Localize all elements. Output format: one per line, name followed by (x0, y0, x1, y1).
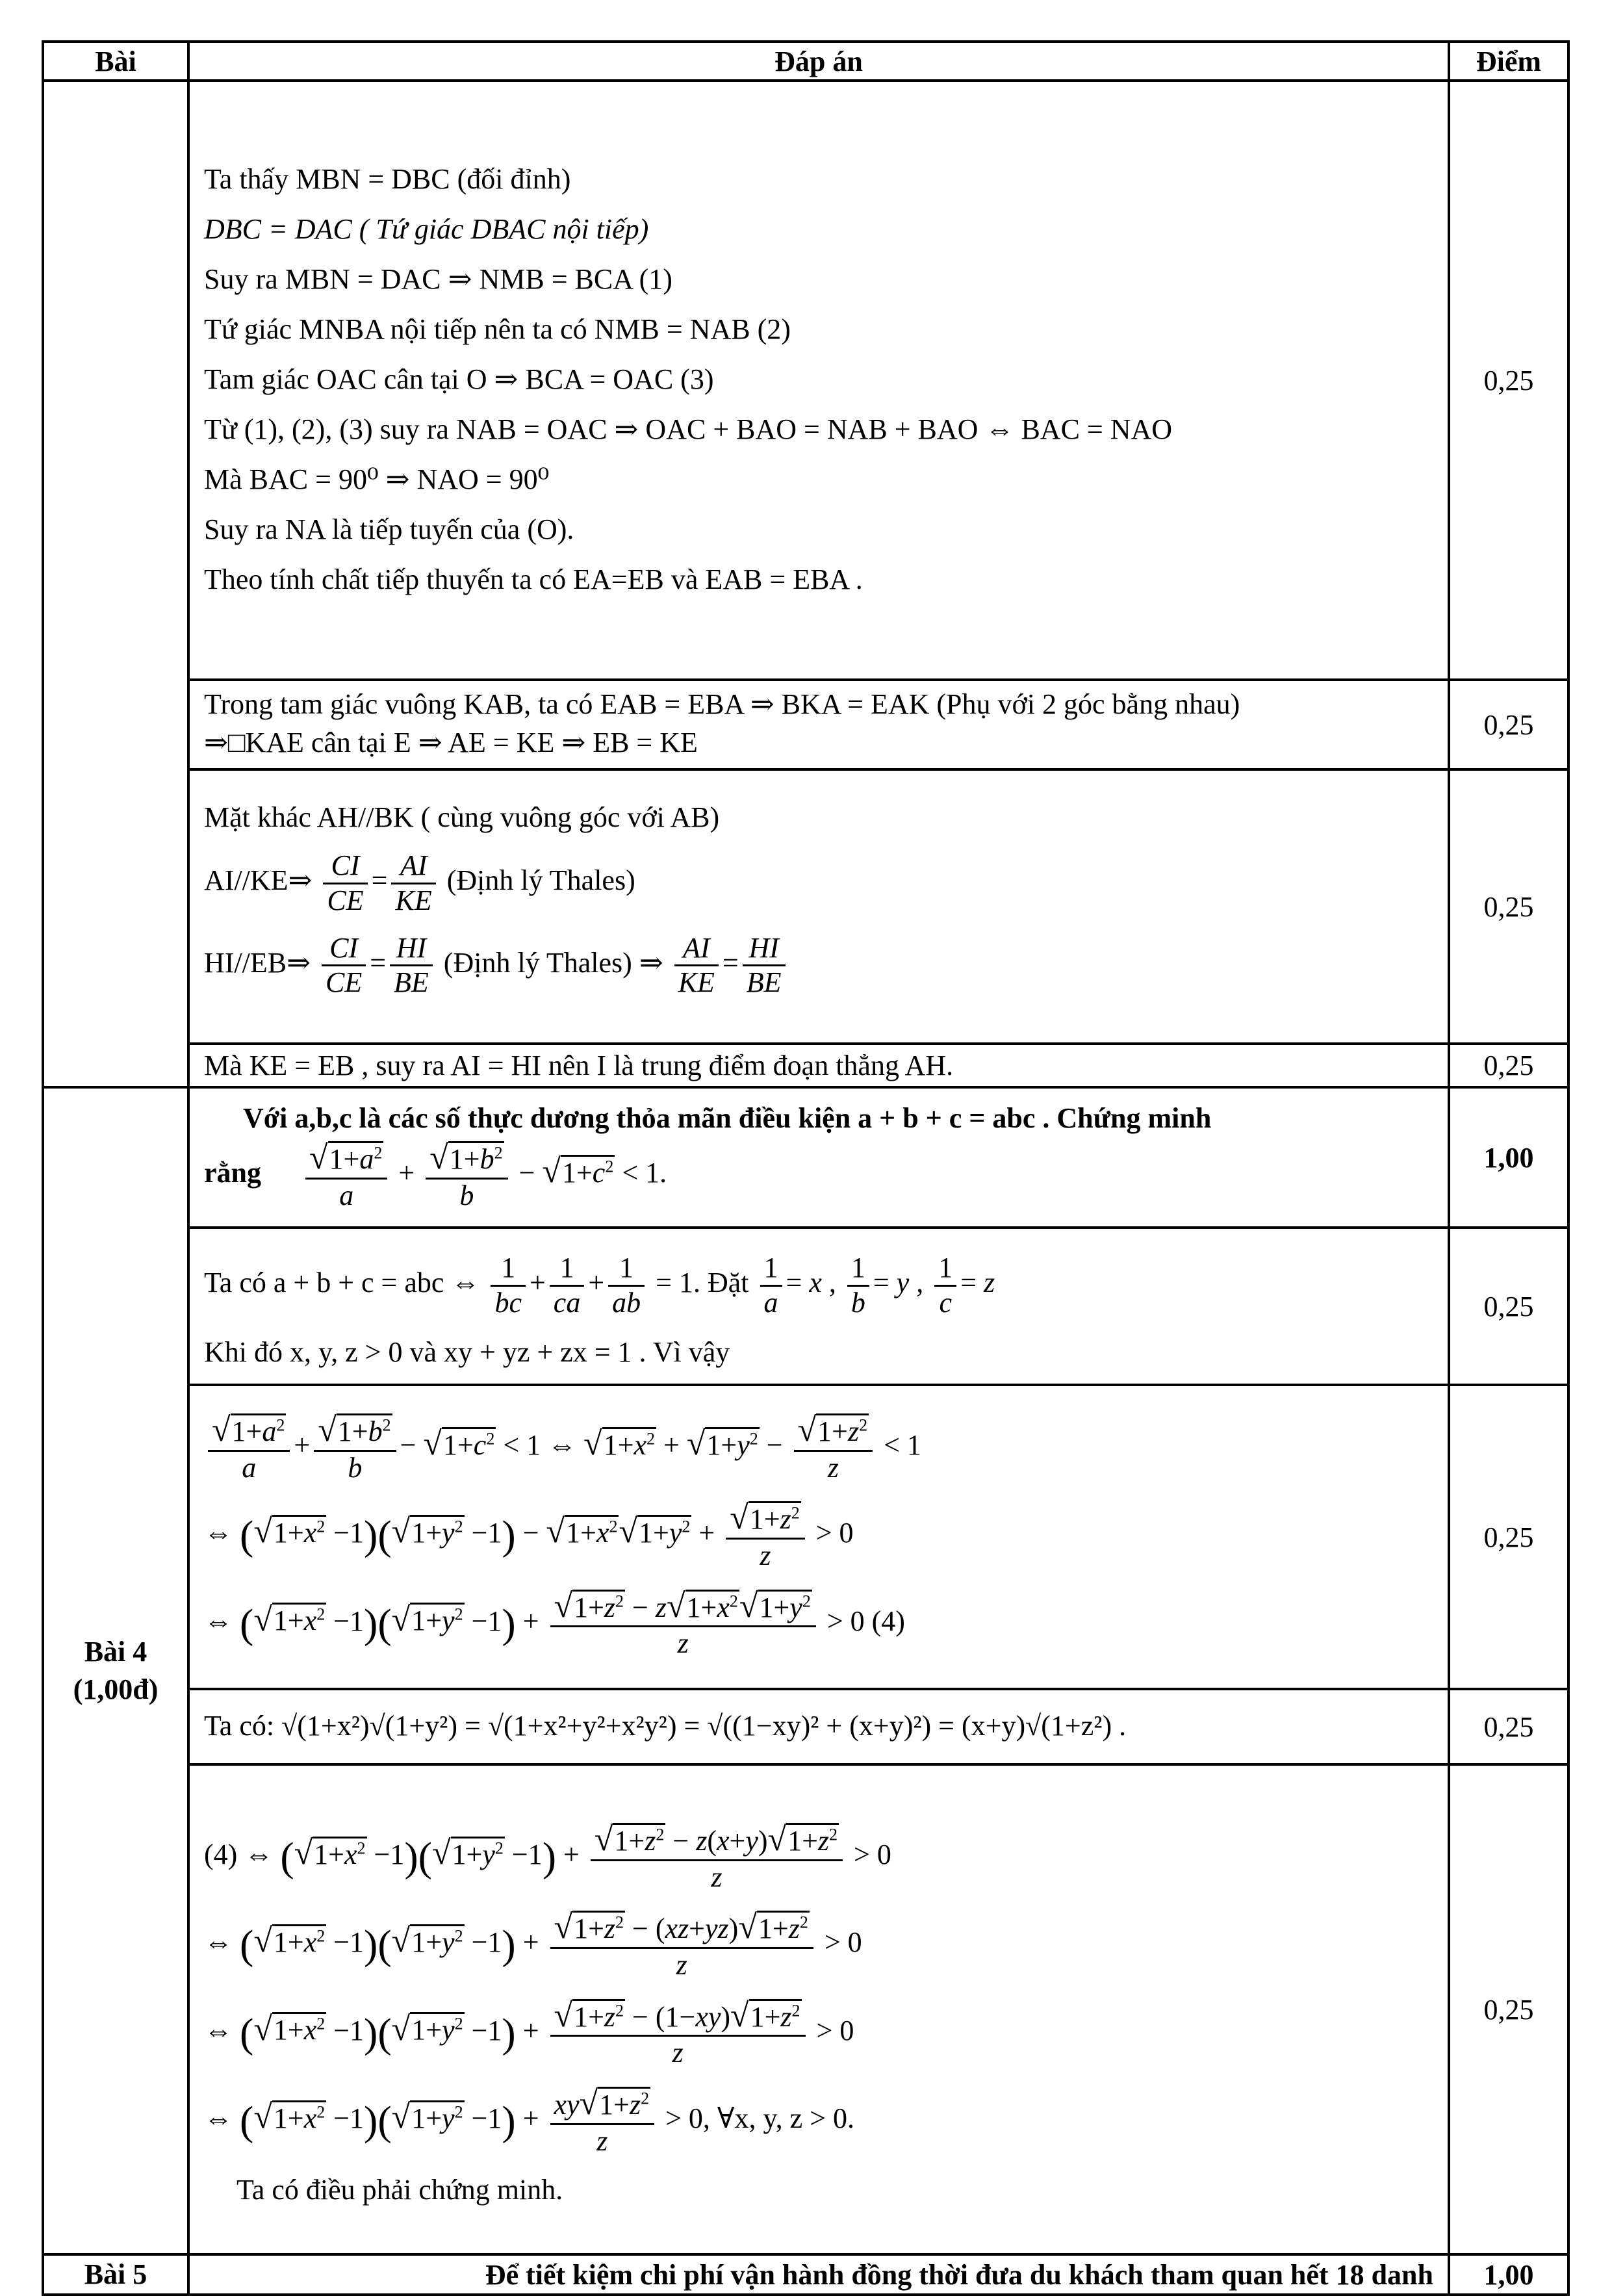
thales-ai-suffix: (Định lý Thales) (446, 864, 635, 897)
fraction: $\frac{HI}{BE}$ (390, 932, 433, 1000)
bai5-row (43, 2254, 1568, 2295)
answer-line: Tam giác OAC cân tại O ⇒ BCA = OAC (3) (204, 363, 714, 395)
fraction: $\frac{√1+z^2 - (xz+yz)√1+z^2}{z}$ (550, 1908, 813, 1981)
bai5-points: 1,00 (1449, 2254, 1568, 2295)
bai3-part1-answer (188, 81, 1449, 680)
bai4-problem-row (43, 1087, 1568, 1228)
fraction: $\frac{√1+z^2 - (1-xy)√1+z^2}{z}$ (550, 1996, 806, 2070)
step1-eq1: = 1. Đặt (656, 1267, 749, 1299)
math-line: ⇔ $(√1+x^2 -1)(√1+y^2 -1)$ + $\frac{√1+z^2 - z√1+x^2√1+y^2}{z}$ > 0 (4) (204, 1587, 905, 1660)
answer-line: Suy ra MBN = DAC ⇒ NMB = BCA (1) (204, 263, 672, 295)
thales-hi-prefix: HI//EB⇒ (204, 946, 311, 979)
answer-line: Trong tam giác vuông KAB, ta có EAB = EBA ⇒ BKA = EAK (Phụ với 2 góc bằng nhau) (204, 688, 1240, 720)
answer-line: Mà KE = EB , suy ra AI = HI nên I là trung điểm đoạn thẳng AH. (204, 1050, 954, 1081)
bai4-step3 (188, 1689, 1449, 1764)
bai4-step3-points: 0,25 (1449, 1689, 1568, 1764)
fraction: $\frac{1}{ab}$ (608, 1252, 645, 1319)
fraction: $\frac{√1+z^2}{z}$ (794, 1411, 873, 1484)
answer-line: DBC = DAC ( Tứ giác DBAC nội tiếp) (204, 213, 649, 245)
math-line: (4) ⇔ $(√1+x^2 -1)(√1+y^2 -1)$ + $\frac{√1+z^2 - z(x+y)√1+z^2}{z}$ > 0 (204, 1820, 891, 1893)
fraction: $\frac{√1+z^2 - z(x+y)√1+z^2}{z}$ (591, 1820, 843, 1894)
step1-line2: Khi đó x, y, z > 0 và xy + yz + zx = 1 . Vì vậy (204, 1335, 730, 1368)
thales-hi-line: HI//EB⇒ $\frac{CI}{CE}$ = $\frac{HI}{BE}$ (Định lý Thales) ⇒ $\frac{AI}{KE}$ = $\frac{HI}{BE}$ (204, 932, 1433, 1000)
bai3-part3-answer (188, 769, 1449, 1044)
fraction: $\frac{1}{b}$ (847, 1252, 869, 1319)
conclusion: Ta có điều phải chứng minh. (237, 2174, 563, 2206)
bai3-part4-points: 0,25 (1449, 1044, 1568, 1087)
header-row (43, 42, 1568, 81)
bai3-part3-points: 0,25 (1449, 769, 1568, 1044)
bai4-score: (1,00đ) (73, 1673, 159, 1705)
bai4-step1-points: 0,25 (1449, 1228, 1568, 1385)
fraction: $\frac{1}{bc}$ (491, 1252, 526, 1319)
problem-text: Với a,b,c là các số thực dương thỏa mãn điều kiện a + b + c = abc . Chứng minh (243, 1102, 1212, 1134)
bai3-part1-points: 0,25 (1449, 81, 1568, 680)
bai3-label-cell (43, 81, 188, 1087)
bai4-step1-row (43, 1228, 1568, 1385)
bai4-step4 (188, 1764, 1449, 2254)
thales-ai-prefix: AI//KE⇒ (204, 864, 313, 897)
bai4-step2 (188, 1385, 1449, 1689)
fraction: $\frac{√1+z^2 - z√1+x^2√1+y^2}{z}$ (550, 1587, 816, 1660)
bai4-step4-row (43, 1764, 1568, 2254)
fraction: $\frac{AI}{KE}$ (674, 932, 719, 1000)
fraction: $\frac{1}{a}$ (760, 1252, 782, 1319)
fraction: $\frac{√1+b^2}{b}$ (426, 1139, 507, 1212)
bai4-label: Bài 4 (84, 1636, 147, 1668)
answer-line: Mặt khác AH//BK ( cùng vuông góc với AB) (204, 801, 720, 834)
problem-text-rang: rằng (204, 1156, 261, 1189)
fraction: $\frac{√1+z^2}{z}$ (726, 1499, 805, 1572)
fraction: $\frac{AI}{KE}$ (391, 849, 435, 917)
fraction: $\frac{CI}{CE}$ (323, 849, 367, 917)
bai3-part4-answer (188, 1044, 1449, 1087)
bai3-row-3 (43, 769, 1568, 1044)
step1-intro: Ta có a + b + c = abc ⇔ (204, 1267, 480, 1299)
answer-line: Tứ giác MNBA nội tiếp nên ta có NMB = NAB (2) (204, 313, 791, 345)
answer-line: Mà BAC = 90⁰ ⇒ NAO = 90⁰ (204, 463, 550, 495)
problem-inequality: rằng $\frac{√1+a^2}{a}$ + $\frac{√1+b^2}{b}$ − $√1+c^2 < 1$. (204, 1139, 667, 1211)
fraction: $\frac{√1+a^2}{a}$ (305, 1139, 387, 1212)
math-line: $\frac{√1+a^2}{a}$ + $\frac{√1+b^2}{b}$ − $√1+c^2 < 1$ ⇔ $√1+x^2 + √1+y^2$ − $\frac{√1+z^2}{z}$ < 1 (204, 1411, 1433, 1484)
final-inequality: > 0, ∀x, y, z > 0. (665, 2102, 854, 2134)
fraction: $\frac{√1+a^2}{a}$ (208, 1411, 290, 1484)
answer-line: ⇒□KAE cân tại E ⇒ AE = KE ⇒ EB = KE (204, 727, 698, 758)
header-diem: Điểm (1449, 42, 1568, 81)
bai3-part2-answer (188, 680, 1449, 769)
header-bai: Bài (43, 42, 188, 81)
fraction: $\frac{CI}{CE}$ (322, 932, 366, 1000)
answer-line: Từ (1), (2), (3) suy ra NAB = OAC ⇒ OAC + BAO = NAB + BAO ⇔ BAC = NAO (204, 413, 1173, 445)
thales-hi-mid: (Định lý Thales) ⇒ (443, 946, 663, 979)
bai3-row-4 (43, 1044, 1568, 1087)
step3-line: Ta có: √(1+x²)√(1+y²) = √(1+x²+y²+x²y²) = √((1−xy)² + (x+y)²) = (x+y)√(1+z²) . (204, 1709, 1127, 1742)
equation-tag: (4) (871, 1605, 905, 1637)
fraction: $\frac{1}{c}$ (934, 1252, 956, 1319)
bai3-part2-points: 0,25 (1449, 680, 1568, 769)
answer-line: Theo tính chất tiếp thuyến ta có EA=EB và EAB = EBA . (204, 563, 863, 595)
equation-tag: (4) (204, 1838, 238, 1870)
bai3-row-2 (43, 680, 1568, 769)
math-line: ⇔ $(√1+x^2 -1)(√1+y^2 -1)$ + $\frac{xy√1+z^2}{z}$ > 0, ∀x, y, z > 0. (204, 2084, 854, 2157)
bai3-row-1 (43, 81, 1568, 680)
fraction: $\frac{xy√1+z^2}{z}$ (550, 2084, 655, 2158)
bai5-label: Bài 5 (43, 2254, 188, 2295)
step1-eq: Ta có a + b + c = abc ⇔ $\frac{1}{bc}$ + $\frac{1}{ca}$ + $\frac{1}{ab}$ = 1. Đặt $\frac{1}{a}$ = x , $\frac{1}{b}$ = y , $\frac{1}{c}$ = z (204, 1252, 995, 1319)
bai4-problem (188, 1087, 1449, 1228)
answer-line: Suy ra NA là tiếp tuyến của (O). (204, 513, 574, 545)
fraction: $\frac{√1+b^2}{b}$ (314, 1411, 396, 1484)
bai5-text: Để tiết kiệm chi phí vận hành đồng thời đưa du khách tham quan hết 18 danh (188, 2254, 1449, 2295)
fraction: $\frac{HI}{BE}$ (743, 932, 786, 1000)
bai4-step1 (188, 1228, 1449, 1385)
math-line: ⇔ $(√1+x^2 -1)(√1+y^2 -1) - √1+x^2√1+y^2$ + $\frac{√1+z^2}{z}$ > 0 (204, 1499, 854, 1572)
thales-ai-line: AI//KE⇒ $\frac{CI}{CE}$ = $\frac{AI}{KE}$ (Định lý Thales) (204, 849, 635, 916)
answer-line: Ta thấy MBN = DBC (đối đỉnh) (204, 162, 571, 195)
bai4-step2-row (43, 1385, 1568, 1689)
bai4-problem-points: 1,00 (1449, 1087, 1568, 1228)
answer-sheet (42, 40, 1570, 2296)
bai4-step4-points: 0,25 (1449, 1764, 1568, 2254)
bai4-step2-points: 0,25 (1449, 1385, 1568, 1689)
math-line: ⇔ $(√1+x^2 -1)(√1+y^2 -1)$ + $\frac{√1+z^2 - (xz+yz)√1+z^2}{z}$ > 0 (204, 1909, 862, 1981)
math-line: ⇔ $(√1+x^2 -1)(√1+y^2 -1)$ + $\frac{√1+z^2 - (1-xy)√1+z^2}{z}$ > 0 (204, 1996, 854, 2069)
bai4-label-cell (43, 1087, 188, 2254)
fraction: $\frac{1}{ca}$ (550, 1252, 585, 1319)
bai4-step3-row (43, 1689, 1568, 1764)
header-dap-an: Đáp án (188, 42, 1449, 81)
answer-table (42, 40, 1570, 2296)
